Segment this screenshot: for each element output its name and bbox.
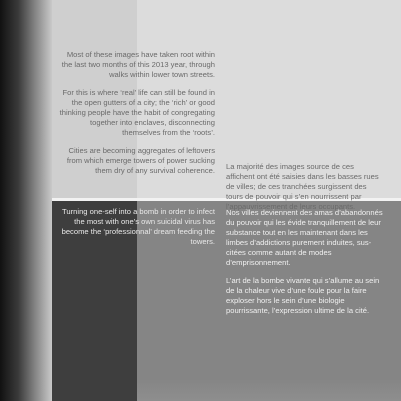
paragraph: For this is where ‘real’ life can still be found in the open gutters of a city; the ‘rich’ or good thinking people have the habit of congregating together into enclaves, disconnecting themselves from the ‘roots’. — [59, 88, 215, 137]
paragraph: Most of these images have taken root within the last two months of this 2013 year, through walks within lower town streets. — [61, 50, 215, 79]
paragraph: Cities are becoming aggregates of leftovers from which emerge towers of power sucking them dry of any survival coherence. — [66, 146, 215, 176]
english-text-bottom — [58, 207, 215, 255]
paragraph: La majorité des images source de ces affichent ont été saisies dans les basses rues de villes; de ces tranchées surgissent des tours de pouvoir qui s’en nourrissent par l’appauvrissement de leurs occupants. — [226, 162, 379, 211]
paragraph: Nos villes deviennent des amas d’abandonnés du pouvoir qui les évide tranquillement de leur substance tout en les maintenant dans les limbes d’addictions purement induites, suscitées comme autant de modes d’emprisonnement. — [226, 208, 383, 267]
english-text-top — [58, 50, 215, 184]
paragraph: L’art de la bombe vivante qui s’allume au sein de la chaleur vive d’une foule pour la faire exploser hors le sein d’une biologie pourrissante, l’expression ultime de la cité. — [226, 275, 380, 315]
french-text-bottom — [226, 208, 384, 324]
paragraph: Turning one-self into a bomb in order to infect the most with one’s own suicidal virus has become the ‘professionnal’ dream feeding the towers. — [61, 207, 215, 246]
left-edge-gradient — [0, 0, 52, 401]
